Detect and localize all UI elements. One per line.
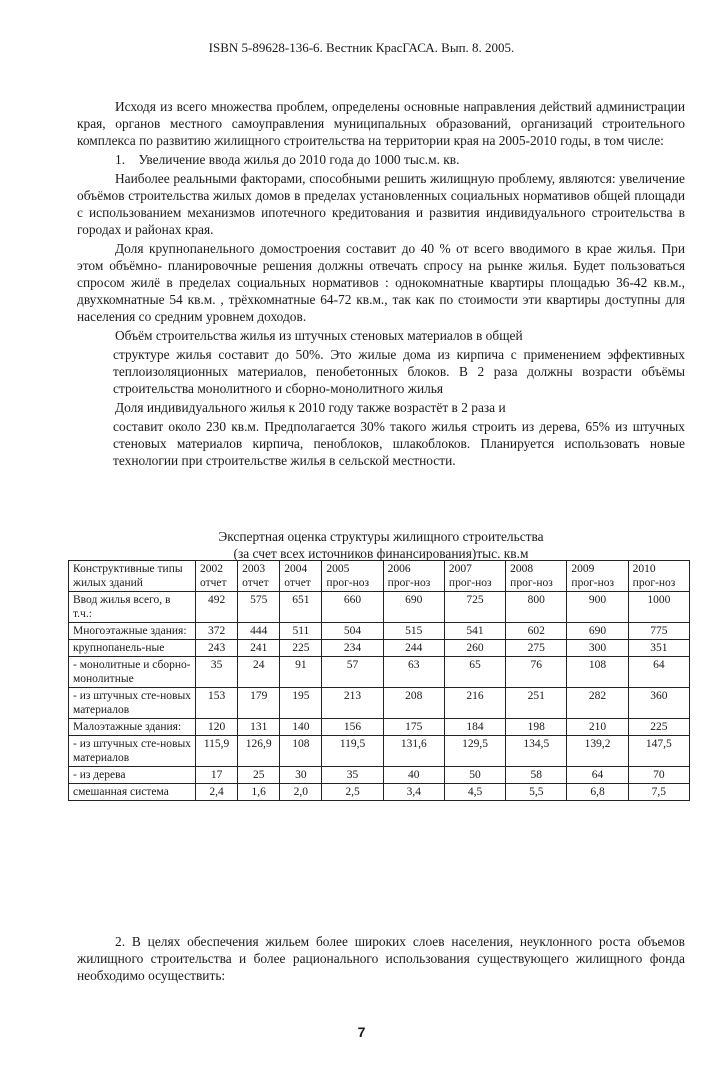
table-title-line-2: (за счет всех источников финансирования)тыс. кв.м bbox=[233, 546, 529, 561]
table-cell: 17 bbox=[196, 767, 238, 784]
table-cell: 134,5 bbox=[506, 736, 567, 767]
table-cell: 208 bbox=[383, 688, 444, 719]
item-number: 1. bbox=[115, 152, 126, 167]
table-cell: 660 bbox=[322, 592, 383, 623]
table-cell: 275 bbox=[506, 640, 567, 657]
table-cell: 35 bbox=[196, 657, 238, 688]
table-cell: 139,2 bbox=[567, 736, 628, 767]
table-cell: 213 bbox=[322, 688, 383, 719]
table-cell: 372 bbox=[196, 623, 238, 640]
table-row bbox=[69, 784, 690, 801]
table-cell: 2,5 bbox=[322, 784, 383, 801]
table-row bbox=[69, 623, 690, 640]
header-cell-year: 2004 отчет bbox=[280, 561, 322, 592]
paragraph-materials-start: Объём строительства жилья из штучных стеновых материалов в общей bbox=[115, 328, 523, 343]
table-cell: 282 bbox=[567, 688, 628, 719]
table-cell: 3,4 bbox=[383, 784, 444, 801]
table-row bbox=[69, 719, 690, 736]
table-row bbox=[69, 688, 690, 719]
table-cell: 119,5 bbox=[322, 736, 383, 767]
table-row bbox=[69, 767, 690, 784]
table-cell: 131,6 bbox=[383, 736, 444, 767]
table-cell: 210 bbox=[567, 719, 628, 736]
paragraph-conclusion: 2. В целях обеспечения жильем более широких слоев населения, неуклонного роста объемов жилищного строительства и более рационального использования существующего жилищного фонда необходимо осуществить: bbox=[77, 934, 685, 983]
table-cell: 234 bbox=[322, 640, 383, 657]
table-cell: 131 bbox=[238, 719, 280, 736]
table-cell: 243 bbox=[196, 640, 238, 657]
table-cell: 115,9 bbox=[196, 736, 238, 767]
table-cell: 725 bbox=[444, 592, 505, 623]
table-cell: 153 bbox=[196, 688, 238, 719]
header-cell-year: 2008 прог-ноз bbox=[506, 561, 567, 592]
table-cell: 57 bbox=[322, 657, 383, 688]
table-cell: 575 bbox=[238, 592, 280, 623]
header-cell-type: Конструктивные типы жилых зданий bbox=[69, 561, 196, 592]
table-cell: 198 bbox=[506, 719, 567, 736]
row-label: Малоэтажные здания: bbox=[69, 719, 196, 736]
table-cell: 2,4 bbox=[196, 784, 238, 801]
table-cell: 175 bbox=[383, 719, 444, 736]
table-cell: 5,5 bbox=[506, 784, 567, 801]
table-cell: 515 bbox=[383, 623, 444, 640]
table-cell: 129,5 bbox=[444, 736, 505, 767]
table-cell: 541 bbox=[444, 623, 505, 640]
row-label: смешанная система bbox=[69, 784, 196, 801]
paragraph-individual-cont: составит около 230 кв.м. Предполагается 30% такого жилья строить из дерева, 65% из штучных стеновых материалов кирпича, пеноблоков, шлакоблоков. Планируется использовать новые технологии при строительстве жилья в сельской местности. bbox=[113, 419, 685, 468]
row-label: - из штучных сте-новых материалов bbox=[69, 688, 196, 719]
body-text bbox=[77, 98, 685, 471]
paragraph-intro: Исходя из всего множества проблем, определены основные направления действий администрации края, органов местного самоуправления муниципальных образований, организаций строительного комплекса по развитию жилищного строительства на территории края на 2005-2010 годы, в том числе: bbox=[77, 99, 685, 148]
table-cell: 800 bbox=[506, 592, 567, 623]
table-cell: 444 bbox=[238, 623, 280, 640]
paragraph-factors: Наиболее реальными факторами, способными решить жилищную проблему, являются: увеличение объёмов строительства жилых домов в пределах установленных социальных нормативов общей площади с использованием механизмов ипотечного кредитования и развития индивидуального строительства в городах и районах края. bbox=[77, 171, 685, 237]
table-cell: 492 bbox=[196, 592, 238, 623]
paragraph-item-1 bbox=[77, 151, 685, 168]
table-cell: 690 bbox=[383, 592, 444, 623]
table-cell: 6,8 bbox=[567, 784, 628, 801]
table-cell: 1000 bbox=[628, 592, 689, 623]
page-number: 7 bbox=[357, 1024, 366, 1040]
table-cell: 184 bbox=[444, 719, 505, 736]
table-cell: 65 bbox=[444, 657, 505, 688]
table-body bbox=[69, 592, 690, 801]
header-cell-year: 2007 прог-ноз bbox=[444, 561, 505, 592]
table-header-row bbox=[69, 561, 690, 592]
table-cell: 360 bbox=[628, 688, 689, 719]
table-cell: 70 bbox=[628, 767, 689, 784]
table-cell: 300 bbox=[567, 640, 628, 657]
paragraph-panel-housing: Доля крупнопанельного домостроения составит до 40 % от всего вводимого в крае жилья. При этом объёмно- планировочные решения должны отвечать спросу на рынке жилья. Будет пользоваться спросом жилё в пределах социальных нормативов : однокомнатные квартиры площадью 36-42 кв.м., двухкомнатные 54 кв.м. , трёхкомнатные 64-72 кв.м., так как по стоимости эти квартиры доступны для населения со средним уровнем доходов. bbox=[77, 241, 685, 324]
header-cell-year: 2006 прог-ноз bbox=[383, 561, 444, 592]
paragraph-materials-cont: структуре жилья составит до 50%. Это жилые дома из кирпича с применением эффективных теплоизоляционных материалов, пенобетонных блоков. В 2 раза должны возрасти объёмы строительства монолитного и сборно-монолитного жилья bbox=[113, 347, 685, 396]
table-cell: 126,9 bbox=[238, 736, 280, 767]
table-cell: 775 bbox=[628, 623, 689, 640]
table-cell: 76 bbox=[506, 657, 567, 688]
row-label: Ввод жилья всего, в т.ч.: bbox=[69, 592, 196, 623]
table-cell: 91 bbox=[280, 657, 322, 688]
table-cell: 35 bbox=[322, 767, 383, 784]
item-text: Увеличение ввода жилья до 2010 года до 1000 тыс.м. кв. bbox=[138, 152, 460, 167]
table-row bbox=[69, 736, 690, 767]
header-cell-year: 2005 прог-ноз bbox=[322, 561, 383, 592]
table-cell: 602 bbox=[506, 623, 567, 640]
row-label: крупнопанель-ные bbox=[69, 640, 196, 657]
table-cell: 58 bbox=[506, 767, 567, 784]
table-cell: 251 bbox=[506, 688, 567, 719]
table-cell: 690 bbox=[567, 623, 628, 640]
table-cell: 225 bbox=[280, 640, 322, 657]
table-cell: 651 bbox=[280, 592, 322, 623]
table-cell: 64 bbox=[628, 657, 689, 688]
table-cell: 2,0 bbox=[280, 784, 322, 801]
table-title bbox=[77, 528, 685, 562]
row-label: - монолитные и сборно-монолитные bbox=[69, 657, 196, 688]
table-title-line-1: Экспертная оценка структуры жилищного строительства bbox=[218, 529, 544, 544]
table-cell: 30 bbox=[280, 767, 322, 784]
table-cell: 195 bbox=[280, 688, 322, 719]
paragraph-individual-start: Доля индивидуального жилья к 2010 году также возрастёт в 2 раза и bbox=[115, 400, 506, 415]
table-cell: 504 bbox=[322, 623, 383, 640]
table-cell: 50 bbox=[444, 767, 505, 784]
table-cell: 511 bbox=[280, 623, 322, 640]
table-cell: 225 bbox=[628, 719, 689, 736]
table-cell: 63 bbox=[383, 657, 444, 688]
row-label: - из дерева bbox=[69, 767, 196, 784]
table-cell: 7,5 bbox=[628, 784, 689, 801]
table-cell: 120 bbox=[196, 719, 238, 736]
table-cell: 241 bbox=[238, 640, 280, 657]
table-cell: 1,6 bbox=[238, 784, 280, 801]
table-cell: 4,5 bbox=[444, 784, 505, 801]
header-cell-year: 2003 отчет bbox=[238, 561, 280, 592]
table-cell: 108 bbox=[567, 657, 628, 688]
table-cell: 216 bbox=[444, 688, 505, 719]
table-cell: 108 bbox=[280, 736, 322, 767]
table-row bbox=[69, 592, 690, 623]
table-cell: 64 bbox=[567, 767, 628, 784]
running-header: ISBN 5-89628-136-6. Вестник КрасГАСА. Вып. 8. 2005. bbox=[208, 40, 515, 55]
table-cell: 179 bbox=[238, 688, 280, 719]
header-cell-year: 2009 прог-ноз bbox=[567, 561, 628, 592]
table-cell: 244 bbox=[383, 640, 444, 657]
row-label: - из штучных сте-новых материалов bbox=[69, 736, 196, 767]
housing-table bbox=[68, 560, 690, 801]
table-cell: 900 bbox=[567, 592, 628, 623]
table-cell: 260 bbox=[444, 640, 505, 657]
table-row bbox=[69, 657, 690, 688]
row-label: Многоэтажные здания: bbox=[69, 623, 196, 640]
table-row bbox=[69, 640, 690, 657]
header-cell-year: 2010 прог-ноз bbox=[628, 561, 689, 592]
table-cell: 25 bbox=[238, 767, 280, 784]
table-cell: 140 bbox=[280, 719, 322, 736]
table-cell: 40 bbox=[383, 767, 444, 784]
header-cell-year: 2002 отчет bbox=[196, 561, 238, 592]
table-cell: 351 bbox=[628, 640, 689, 657]
table-cell: 156 bbox=[322, 719, 383, 736]
table-cell: 24 bbox=[238, 657, 280, 688]
table-cell: 147,5 bbox=[628, 736, 689, 767]
